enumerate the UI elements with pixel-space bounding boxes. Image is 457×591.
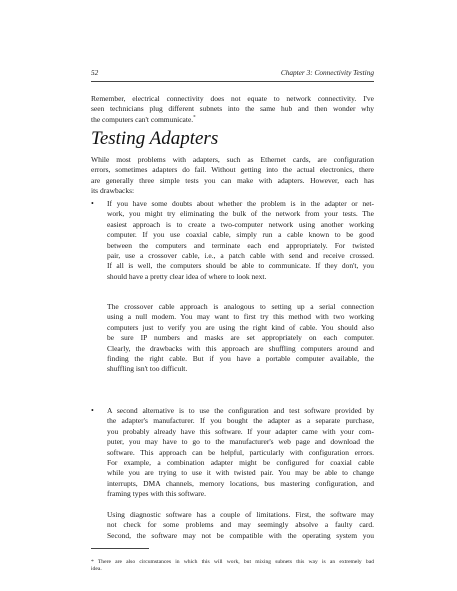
header-rule [91,81,374,82]
item-line: puter, you may have to go to the manufacturer's web page and download the [107,437,374,447]
lead-line: errors, sometimes adapters do fail. Without getting into the actual electronics, there [91,165,374,175]
section-heading: Testing Adapters [91,128,219,149]
page-number: 52 [91,68,99,77]
lead-line: While most problems with adapters, such as Ethernet cards, are configuration [91,155,374,164]
chapter-title: Chapter 3: Connectivity Testing [280,68,374,77]
intro-line-text: the computers can't communicate. [91,114,194,124]
list-item-1-paragraph-1 [107,199,374,282]
item-line: computers just to verify you are using the right kind of cable. You should also [107,322,374,332]
lead-paragraph [91,155,374,197]
item-line: pair, use a crossover cable, i.e., a patch cable with send and receive crossed. [107,250,374,260]
item-line: work, you might try eliminating the bulk of the network from your tests. The [107,209,374,219]
footnote [91,559,374,573]
item-line: If you have some doubts about whether the problem is in the adapter or net- [107,199,374,208]
bullet-marker: • [91,406,94,415]
item-line: you probably already have this software. If your adapter came with your com- [107,426,374,436]
item-line: finding the right cable. But if you have a portable computer available, the [107,353,374,363]
item-line: For example, a combination adapter might be configured for coaxial cable [107,457,374,467]
list-item-2-paragraph-2 [107,510,374,541]
footnote-line: * There are also circumstances in which this will work, but mixing subnets this way is an extremely bad [91,558,374,565]
item-line: software. This approach can be helpful, particularly with configuration errors. [107,447,374,457]
item-line: should have a pretty clear idea of where to look next. [107,271,267,281]
list-item-2-paragraph-1 [107,406,374,500]
item-line: A second alternative is to use the configuration and test software provided by [107,406,374,415]
item-line: Using diagnostic software has a couple of limitations. First, the software may [107,510,374,519]
item-line: computer. If you use coaxial cable, simply run a cable known to be good [107,230,374,240]
footnote-line: idea. [91,565,102,572]
footnote-marker: * [193,115,196,121]
item-line: using a null modem. You may want to first try this method with two working [107,312,374,322]
intro-line-last [91,115,374,125]
intro-line: seen technicians plug different subnets into the same hub and then wonder why [91,104,374,114]
item-line: If all is well, the computers should be able to communicate. If they don't, you [107,261,374,271]
footnote-rule [91,548,149,549]
lead-line: are generally three simple tests you can make with adapters. However, each has [91,175,374,185]
item-line: be sure IP numbers and masks are set appropriately on each computer. [107,333,374,343]
bullet-marker: • [91,199,94,208]
intro-line: Remember, electrical connectivity does not equate to network connectivity. I've [91,94,374,103]
item-line: framing types with this software. [107,489,206,499]
list-item-1-paragraph-2 [107,302,374,375]
item-line: the adapter's manufacturer. If you bought the adapter as a separate purchase, [107,416,374,426]
lead-line: its drawbacks: [91,186,135,196]
item-line: interrupts, DMA channels, memory locations, bus mastering configuration, and [107,478,374,488]
item-line: shuffling isn't too difficult. [107,364,188,374]
item-line: between the computers and terminate each end appropriately. For twisted [107,240,374,250]
item-line: easiest approach is to create a two-computer network using another working [107,219,374,229]
item-line: Clearly, the drawbacks with this approach are shuffling computers around and [107,343,374,353]
item-line: Second, the software may not be compatible with the operating system you [107,530,374,540]
item-line: not check for some problems and may seemingly absolve a faulty card. [107,520,374,530]
item-line: while you are trying to use it with twisted pair. You may be able to change [107,468,374,478]
item-line: The crossover cable approach is analogous to setting up a serial connection [107,302,374,311]
intro-paragraph [91,94,374,125]
